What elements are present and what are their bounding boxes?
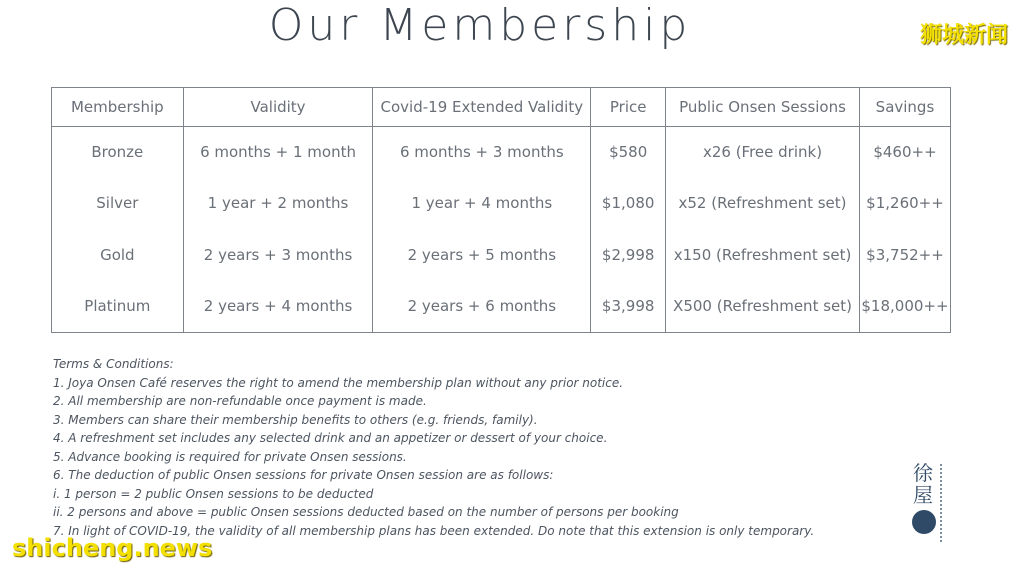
table-header-row [52,88,951,127]
cell-validity: 2 years + 4 months [183,281,373,333]
membership-table [51,87,951,333]
cell-covid-validity: 1 year + 4 months [373,177,591,229]
cell-onsen-sessions: x52 (Refreshment set) [666,177,860,229]
terms-item: 1. Joya Onsen Café reserves the right to amend the membership plan without any prior notice. [53,375,624,390]
cell-savings: $1,260++ [859,177,950,229]
cell-membership: Gold [52,229,184,281]
terms-item: 3. Members can share their membership benefits to others (e.g. friends, family). [53,412,538,427]
cell-onsen-sessions: x26 (Free drink) [666,127,860,177]
cell-validity: 6 months + 1 month [183,127,373,177]
watermark-top: 狮城新闻 [919,23,1008,48]
cell-price: $1,080 [591,177,666,229]
header-membership: Membership [52,88,184,127]
terms-subitem: i. 1 person = 2 public Onsen sessions to be deducted [53,486,374,501]
terms-item: 4. A refreshment set includes any selected drink and an appetizer or dessert of your choice. [53,431,608,445]
table-row [52,229,951,281]
watermark-bottom: shicheng.news [12,534,213,562]
header-price: Price [591,88,666,127]
cell-savings: $3,752++ [859,229,950,281]
logo-seal-icon [912,510,936,534]
cell-covid-validity: 2 years + 6 months [373,281,591,333]
cell-membership: Silver [52,177,184,229]
logo-characters: 徐屋 [913,461,933,507]
cell-validity: 2 years + 3 months [183,229,373,281]
terms-heading: Terms & Conditions: [53,357,174,371]
brand-logo [910,462,954,550]
cell-savings: $18,000++ [859,281,950,333]
terms-subitem: ii. 2 persons and above = public Onsen sessions deducted based on the number of persons per booking [53,505,679,519]
table-row [52,127,951,177]
header-covid-validity: Covid-19 Extended Validity [373,88,591,127]
cell-price: $3,998 [591,281,666,333]
table-row [52,177,951,229]
terms-item: 5. Advance booking is required for private Onsen sessions. [53,449,407,464]
header-validity: Validity [183,88,373,127]
terms-item: 6. The deduction of public Onsen sessions for private Onsen session are as follows: [53,468,554,482]
cell-covid-validity: 6 months + 3 months [373,127,591,177]
cell-onsen-sessions: X500 (Refreshment set) [666,281,860,333]
cell-validity: 1 year + 2 months [183,177,373,229]
cell-onsen-sessions: x150 (Refreshment set) [666,229,860,281]
cell-covid-validity: 2 years + 5 months [373,229,591,281]
logo-vertical-text-decoration [940,464,948,542]
cell-savings: $460++ [859,127,950,177]
terms-and-conditions [53,355,913,540]
terms-item: 2. All membership are non-refundable once payment is made. [53,394,427,408]
cell-membership: Bronze [52,127,184,177]
cell-price: $2,998 [591,229,666,281]
page-title: Our Membership [268,0,692,51]
cell-membership: Platinum [52,281,184,333]
terms-item: 7. In light of COVID-19, the validity of all membership plans has been extended. Do note that this extension is only temporary. [53,523,815,538]
header-savings: Savings [859,88,950,127]
table-row [52,281,951,333]
header-onsen-sessions: Public Onsen Sessions [666,88,860,127]
cell-price: $580 [591,127,666,177]
